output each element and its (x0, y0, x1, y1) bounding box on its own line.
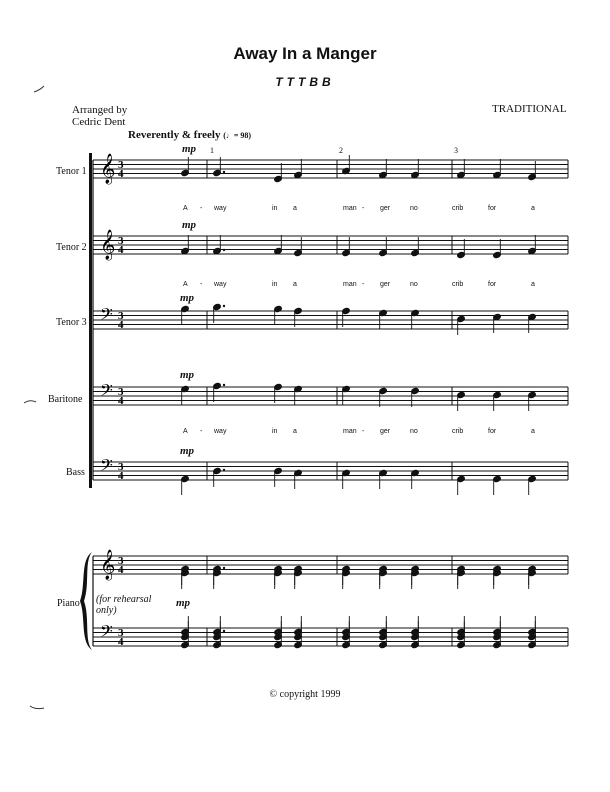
lyric-syllable: in (272, 205, 278, 212)
scan-mark (30, 706, 44, 709)
treble-clef-icon: 𝄞 (100, 230, 116, 260)
note-dot (223, 630, 225, 632)
composer-credit: TRADITIONAL (492, 103, 567, 115)
staff-label-baritone: Baritone (48, 394, 83, 405)
lyric-syllable: a (531, 428, 535, 435)
lyric-syllable: a (293, 205, 297, 212)
lyric-syllable: ger (380, 281, 391, 288)
treble-clef-icon: 𝄞 (100, 550, 116, 580)
measure-number-1: 1 (210, 146, 214, 155)
piano-rehearsal-note-line-2: only) (96, 605, 117, 616)
dynamic-tenor-1: mp (182, 143, 197, 155)
time-signature-bottom: 4 (118, 168, 124, 180)
staff-label-bass: Bass (66, 467, 85, 478)
bass-clef-icon: 𝄢 (100, 621, 113, 645)
lyric-syllable: for (488, 428, 497, 435)
lyric-syllable: - (362, 281, 365, 288)
lyric-syllable: man (343, 205, 357, 212)
lyric-syllable: crib (452, 428, 464, 435)
lyric-syllable: - (362, 205, 365, 212)
bass-clef-icon: 𝄢 (100, 455, 113, 479)
time-signature-top: 3 (118, 310, 124, 322)
lyric-syllable: in (272, 281, 278, 288)
measure-number-2: 2 (339, 146, 343, 155)
lyric-syllable: for (488, 281, 497, 288)
bass-clef-icon: 𝄢 (100, 380, 113, 404)
lyric-syllable: - (200, 205, 203, 212)
score-title: Away In a Manger (233, 44, 377, 63)
lyric-syllable: - (200, 428, 203, 435)
lyric-syllable: in (272, 428, 278, 435)
lyric-syllable: way (214, 428, 227, 435)
lyric-syllable: no (410, 428, 418, 435)
dynamic-baritone: mp (180, 369, 195, 381)
note-dot (223, 384, 225, 386)
time-signature-bottom: 4 (118, 244, 124, 256)
dynamic-tenor-3: mp (180, 292, 195, 304)
staff-label-piano: Piano (57, 598, 80, 609)
lyric-syllable: a (531, 281, 535, 288)
lyric-syllable: A (183, 205, 188, 212)
piano-brace (80, 552, 92, 650)
lyric-syllable: crib (452, 205, 464, 212)
lyric-syllable: - (200, 281, 203, 288)
time-signature-top: 3 (118, 386, 124, 398)
dynamic-tenor-2: mp (182, 219, 197, 231)
time-signature-bottom: 4 (118, 564, 124, 576)
time-signature-bottom: 4 (118, 319, 124, 331)
lyric-syllable: ger (380, 205, 391, 212)
time-signature-top: 3 (118, 461, 124, 473)
lyric-syllable: ger (380, 428, 391, 435)
treble-clef-icon: 𝄞 (100, 154, 116, 184)
voicing-label: TTTBB (275, 75, 335, 89)
lyric-syllable: crib (452, 281, 464, 288)
time-signature-bottom: 4 (118, 395, 124, 407)
tempo-metronome: (♩= 98) (223, 131, 252, 140)
lyric-syllable: A (183, 281, 188, 288)
copyright-notice: © copyright 1999 (269, 689, 341, 700)
lyric-syllable: a (293, 428, 297, 435)
dynamic-piano: mp (176, 597, 191, 609)
lyric-syllable: no (410, 281, 418, 288)
lyric-syllable: - (362, 428, 365, 435)
lyric-syllable: man (343, 281, 357, 288)
scan-mark (24, 401, 36, 403)
tempo-text: Reverently & freely (128, 129, 221, 141)
staff-label-tenor-3: Tenor 3 (56, 317, 87, 328)
staff-label-tenor-2: Tenor 2 (56, 242, 87, 253)
time-signature-top: 3 (118, 159, 124, 171)
piano-rehearsal-note-line-1: (for rehearsal (96, 594, 152, 605)
lyric-syllable: A (183, 428, 188, 435)
time-signature-bottom: 4 (118, 470, 124, 482)
note-dot (223, 171, 225, 173)
time-signature-top: 3 (118, 235, 124, 247)
lyric-syllable: a (531, 205, 535, 212)
note-dot (223, 469, 225, 471)
time-signature-bottom: 4 (118, 636, 124, 648)
note-dot (223, 249, 225, 251)
piano-rehearsal-note (96, 594, 151, 616)
lyric-syllable: for (488, 205, 497, 212)
arranger-line-2: Cedric Dent (72, 116, 126, 128)
lyric-syllable: man (343, 428, 357, 435)
staff-label-tenor-1: Tenor 1 (56, 166, 87, 177)
choir-bracket (89, 153, 92, 488)
scan-mark (34, 86, 44, 92)
time-signature-top: 3 (118, 627, 124, 639)
note-dot (223, 567, 225, 569)
lyric-syllable: no (410, 205, 418, 212)
lyric-syllable: way (214, 281, 227, 288)
arranger-line-1: Arranged by (72, 104, 128, 116)
dynamic-bass: mp (180, 445, 195, 457)
time-signature-top: 3 (118, 555, 124, 567)
measure-number-3: 3 (454, 146, 458, 155)
lyric-syllable: a (293, 281, 297, 288)
bass-clef-icon: 𝄢 (100, 304, 113, 328)
lyric-syllable: way (214, 205, 227, 212)
note-dot (223, 305, 225, 307)
